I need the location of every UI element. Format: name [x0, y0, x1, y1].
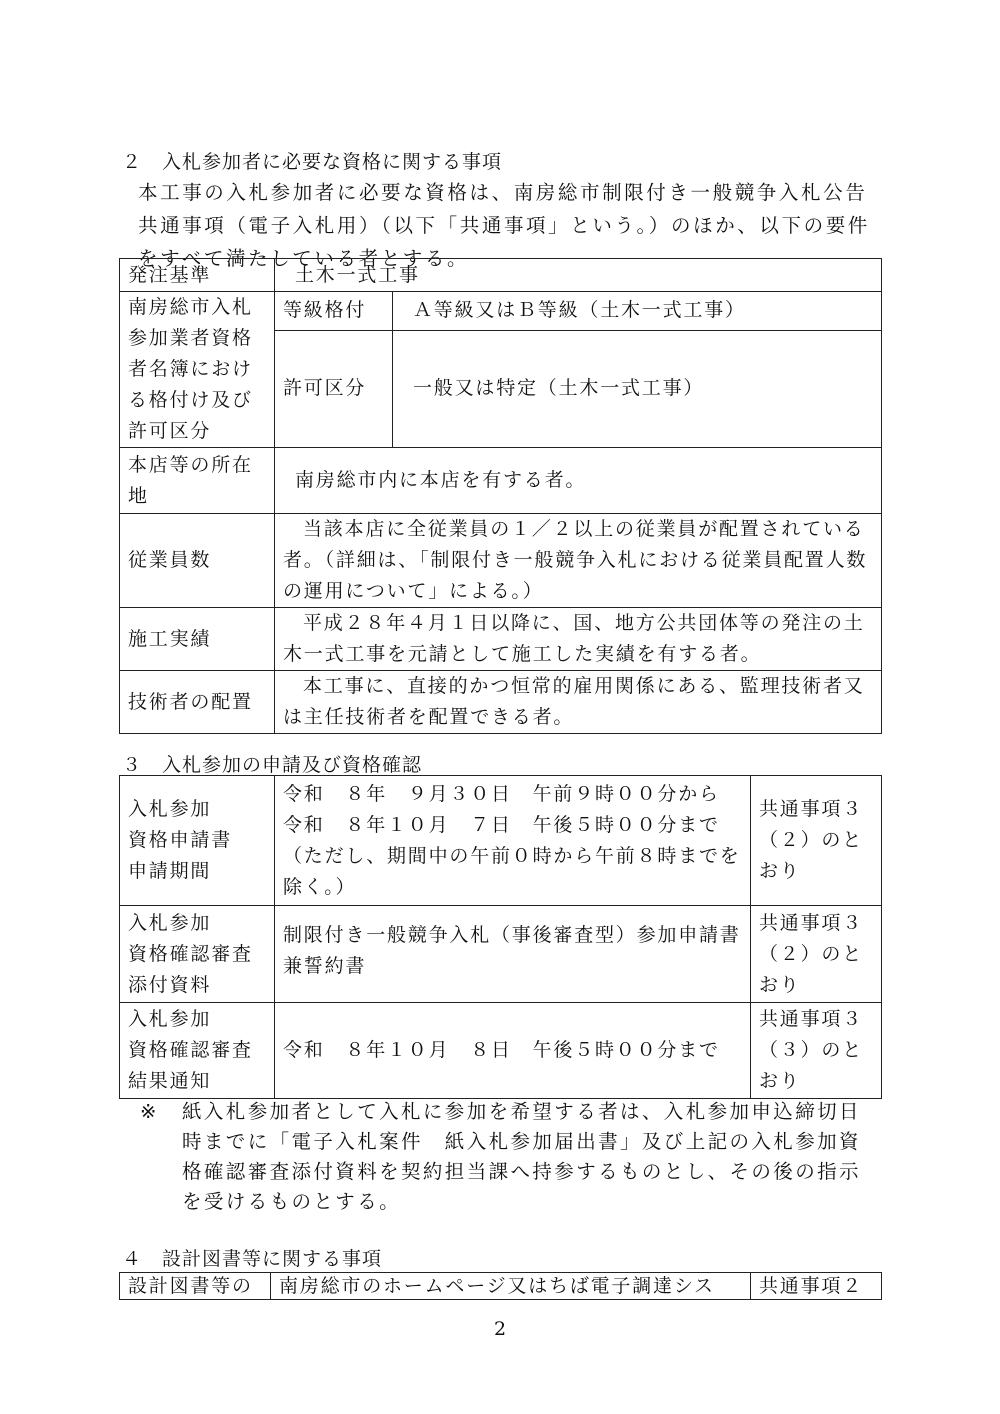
- section2-heading: ２ 入札参加者に必要な資格に関する事項: [122, 151, 503, 173]
- label-line: 入札参加: [128, 1008, 212, 1030]
- application-period-ref: 共通事項３（２）のとおり: [751, 776, 882, 906]
- label-line: 添付資料: [128, 973, 212, 996]
- permit-label: 許可区分: [275, 330, 393, 447]
- engineer-label: 技術者の配置: [120, 671, 275, 734]
- permit-value: 一般又は特定（土木一式工事）: [393, 330, 882, 447]
- qualification-table: [119, 258, 882, 734]
- note-mark: ※: [140, 1100, 159, 1123]
- page-number: 2: [493, 1318, 507, 1340]
- office-label: 本店等の所在地: [120, 448, 275, 514]
- attachment-value: 制限付き一般競争入札（事後審査型）参加申請書兼誓約書: [275, 906, 751, 1003]
- office-value: 南房総市内に本店を有する者。: [275, 448, 882, 514]
- ranking-label: 南房総市入札参加業者資格者名簿における格付け及び許可区分: [120, 292, 275, 448]
- period-note: （ただし、期間中の午前０時から午前８時までを除く。）: [283, 844, 741, 898]
- label-line: 申請期間: [128, 860, 212, 882]
- grade-value: Ａ等級又はＢ等級（土木一式工事）: [393, 292, 882, 331]
- application-table: [119, 775, 882, 1099]
- order-label: 発注基準: [120, 259, 275, 292]
- result-value: 令和 ８年１０月 ８日 午後５時００分まで: [275, 1003, 751, 1099]
- staff-value: 当該本店に全従業員の１／２以上の従業員が配置されている者。（詳細は、「制限付き一般競争入札における従業員配置人数の運用について」による。）: [275, 514, 882, 608]
- grade-label: 等級格付: [275, 292, 393, 331]
- label-line: 入札参加: [128, 911, 212, 934]
- result-ref: 共通事項３（３）のとおり: [751, 1003, 882, 1099]
- paper-bid-note: [140, 1097, 880, 1217]
- result-label: [120, 1003, 275, 1099]
- period-start: 令和 ８年 ９月３０日 午前９時００分から: [283, 782, 720, 805]
- label-line: 資格確認審査: [128, 1039, 253, 1061]
- application-period-label: [120, 776, 275, 906]
- design-docs-label: 設計図書等の: [120, 1273, 271, 1300]
- label-line: 入札参加: [128, 798, 212, 820]
- section3-heading: ３ 入札参加の申請及び資格確認: [122, 754, 423, 776]
- application-period-value: [275, 776, 751, 906]
- section4-heading: ４ 設計図書等に関する事項: [122, 1248, 383, 1270]
- label-line: 結果通知: [128, 1070, 212, 1092]
- design-docs-ref: 共通事項２: [751, 1273, 882, 1300]
- label-line: 資格確認審査: [128, 942, 253, 965]
- design-docs-value: 南房総市のホームページ又はちば電子調達シス: [271, 1273, 751, 1300]
- record-value: 平成２８年４月１日以降に、国、地方公共団体等の発注の土木一式工事を元請として施工した実績を有する者。: [275, 608, 882, 671]
- period-end: 令和 ８年１０月 ７日 午後５時００分まで: [283, 813, 720, 836]
- design-docs-table: [119, 1272, 882, 1300]
- attachment-label: [120, 906, 275, 1003]
- record-label: 施工実績: [120, 608, 275, 671]
- note-text: 紙入札参加者として入札に参加を希望する者は、入札参加申込締切日時までに「電子入札案件 紙入札参加届出書」及び上記の入札参加資格確認審査添付資料を契約担当課へ持参するものとし、その後の指示を受けるものとする。: [182, 1100, 861, 1213]
- order-value: 土木一式工事: [275, 259, 882, 292]
- label-line: 資格申請書: [128, 829, 233, 851]
- attachment-ref: 共通事項３（２）のとおり: [751, 906, 882, 1003]
- section2-intro-text: 本工事の入札参加者に必要な資格は、南房総市制限付き一般競争入札公告共通事項（電子入札用）（以下「共通事項」という。）のほか、以下の要件をすべて満たしている者とする。: [138, 181, 870, 270]
- staff-label: 従業員数: [120, 514, 275, 608]
- engineer-value: 本工事に、直接的かつ恒常的雇用関係にある、監理技術者又は主任技術者を配置できる者。: [275, 671, 882, 734]
